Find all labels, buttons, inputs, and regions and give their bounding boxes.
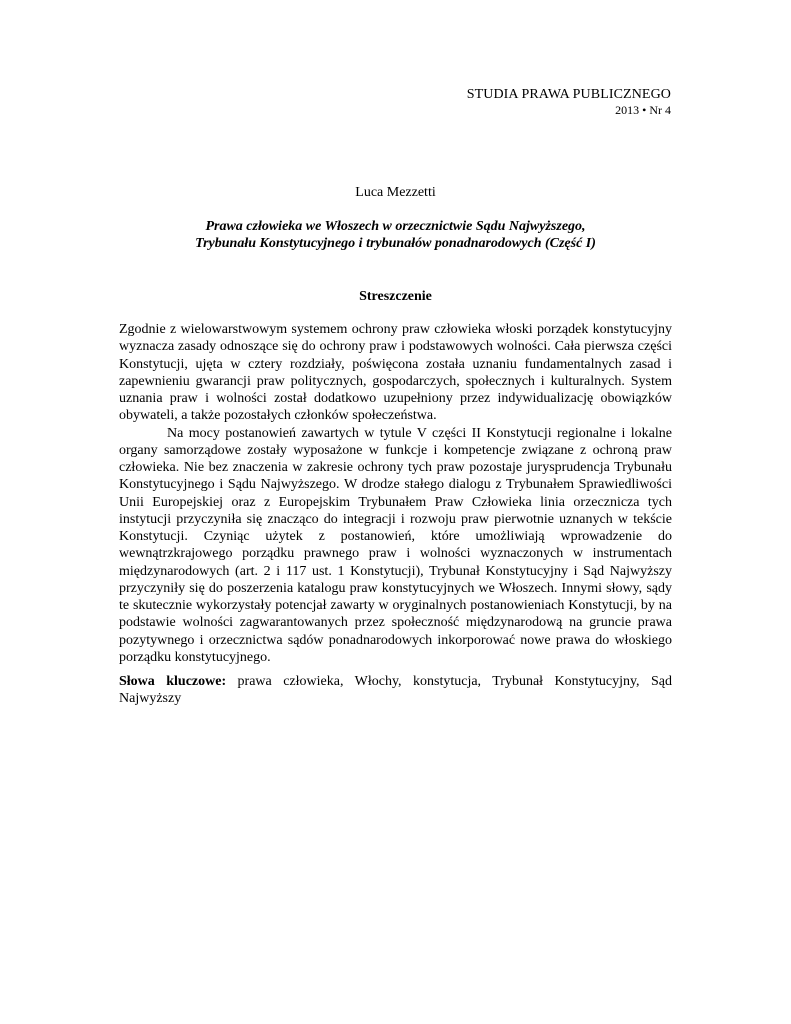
- article-title-line-2: Trybunału Konstytucyjnego i trybunałów ponadnarodowych (Część I): [195, 236, 596, 251]
- article-title-line-1: Prawa człowieka we Włoszech w orzecznictwie Sądu Najwyższego,: [205, 219, 586, 234]
- keywords: [119, 673, 672, 708]
- abstract-body: [119, 321, 672, 666]
- author-name: Luca Mezzetti: [355, 185, 436, 200]
- keywords-text: prawa człowieka, Włochy, konstytucja, Trybunał Konstytucyjny, Sąd Najwyższy: [119, 674, 672, 707]
- journal-issue: 2013 • Nr 4: [615, 103, 671, 117]
- journal-header: [467, 86, 671, 117]
- abstract-heading: Streszczenie: [359, 289, 432, 304]
- article-title: [120, 218, 671, 252]
- keywords-label: Słowa kluczowe:: [119, 674, 227, 689]
- journal-name: STUDIA PRAWA PUBLICZNEGO: [466, 87, 671, 102]
- abstract-paragraph-1: Zgodnie z wielowarstwowym systemem ochrony praw człowieka włoski porządek konstytucyjny wyznacza zasady odnoszące się do ochrony praw i podstawowych wolności. Cała pierwsza części Konstytucji, ujęta w cztery rozdziały, poświęcona została uznaniu fundamentalnych zasad i zapewnieniu gwarancji praw politycznych, gospodarczych, społecznych i kulturalnych. System uznania praw i wolności został dodatkowo uzupełniony przez indywidualizację obowiązków obywateli, a także pozostałych członków społeczeństwa.: [119, 322, 672, 424]
- abstract-paragraph-2: Na mocy postanowień zawartych w tytule V części II Konstytucji regionalne i lokalne organy samorządowe zostały wyposażone w funkcje i kompetencje związane z ochroną praw człowieka. Nie bez znaczenia w zakresie ochrony tych praw pozostaje jurysprudencja Trybunału Konstytucyjnego i Sądu Najwyższego. W drodze stałego dialogu z Trybunałem Sprawiedliwości Unii Europejskiej oraz z Europejskim Trybunałem Praw Człowieka linia orzecznicza tych instytucji przyczyniła się znacząco do integracji i rozwoju praw pierwotnie uznanych w tekście Konstytucji. Czyniąc użytek z postanowień, które umożliwiają wprowadzenie do wewnątrzkrajowego porządku prawnego praw i wolności wyznaczonych w instrumentach międzynarodowych (art. 2 i 117 ust. 1 Konstytucji), Trybunał Konstytucyjny i Sąd Najwyższy przyczyniły się do poszerzenia katalogu praw konstytucyjnych we Włoszech. Innymi słowy, sądy te skutecznie wykorzystały potencjał zawarty w oryginalnych postanowieniach Konstytucji, by na podstawie wolności zagwarantowanych przez społeczność międzynarodową na gruncie prawa pozytywnego i orzecznictwa sądów ponadnarodowych inkorporować nowe prawa do włoskiego porządku konstytucyjnego.: [119, 425, 672, 665]
